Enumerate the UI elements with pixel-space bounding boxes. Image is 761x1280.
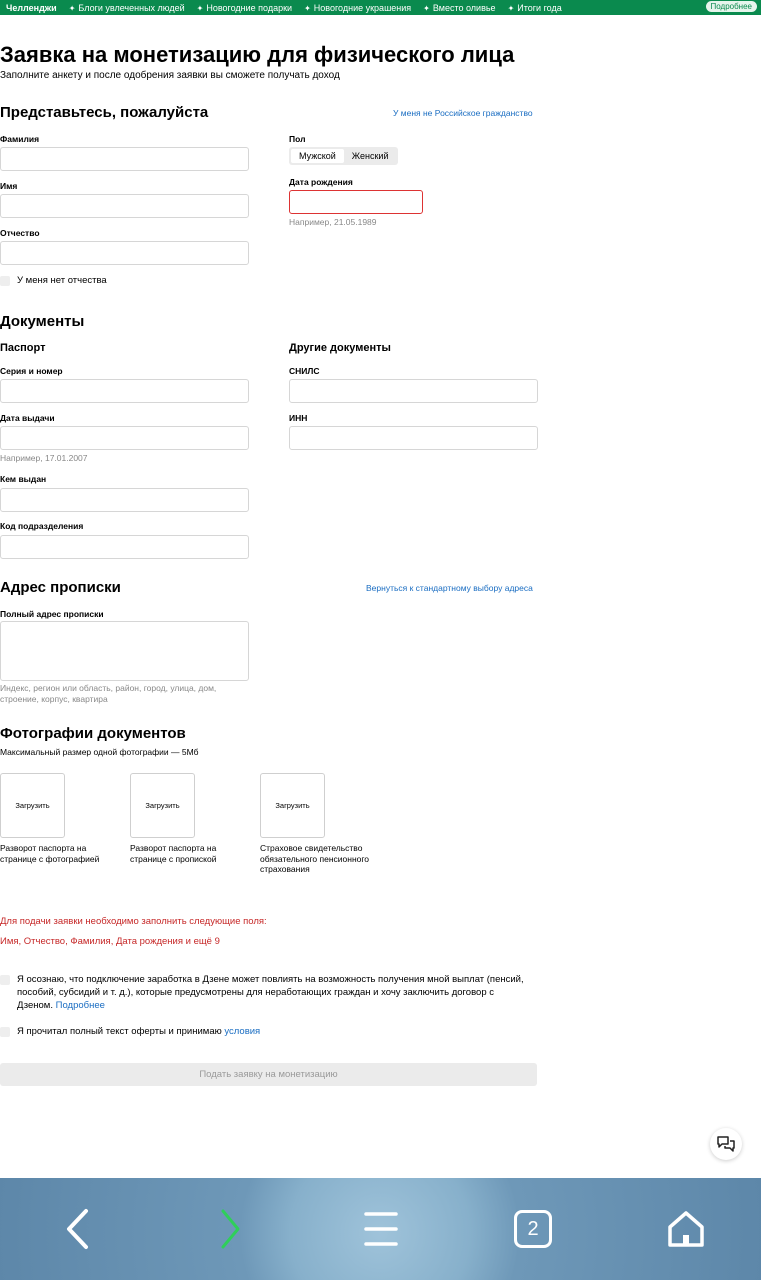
upload-caption: Страховое свидетельство обязательного пенсионного страхования (260, 843, 370, 874)
other-documents-heading: Другие документы (289, 342, 391, 354)
personal-heading: Представьтесь, пожалуйста (0, 104, 209, 121)
issue-date-hint: Например, 17.01.2007 (0, 453, 88, 463)
validation-title: Для подачи заявки необходимо заполнить следующие поля: (0, 916, 267, 927)
page-title: Заявка на монетизацию для физического лица (0, 42, 515, 67)
tabs-count-icon (514, 1210, 552, 1248)
challenge-tag[interactable]: ✦ Новогодние украшения (304, 3, 411, 13)
forward-arrow-icon (217, 1208, 243, 1250)
offer-terms-link[interactable]: условия (224, 1026, 261, 1037)
surname-input[interactable] (0, 147, 249, 171)
challenge-tag[interactable]: ✦ Новогодние подарки (197, 3, 292, 13)
back-arrow-icon (64, 1208, 90, 1250)
upload-passport-photo-button[interactable] (0, 773, 65, 838)
submit-application-button[interactable]: Подать заявку на монетизацию (0, 1063, 537, 1086)
photos-heading: Фотографии документов (0, 725, 186, 742)
snils-label: СНИЛС (289, 366, 320, 376)
upload-passport-registration-button[interactable] (130, 773, 195, 838)
passport-heading: Паспорт (0, 342, 46, 354)
gender-female-option[interactable]: Женский (351, 151, 389, 161)
inn-label: ИНН (289, 413, 308, 423)
pension-agreement-text (17, 973, 530, 1012)
full-address-label: Полный адрес прописки (0, 609, 104, 619)
foreign-citizenship-link[interactable]: У меня не Российское гражданство (393, 108, 533, 118)
offer-agreement-row[interactable] (0, 1025, 260, 1038)
feedback-chat-button[interactable] (710, 1128, 742, 1160)
upload-snils-button[interactable] (260, 773, 325, 838)
issue-date-label: Дата выдачи (0, 413, 55, 423)
offer-agreement-text (17, 1025, 260, 1038)
dept-code-input[interactable] (0, 535, 249, 559)
no-patronymic-checkbox[interactable] (0, 276, 10, 286)
menu-icon (364, 1210, 398, 1248)
upload-label: Загрузить (15, 801, 50, 810)
upload-label: Загрузить (145, 801, 180, 810)
photo-max-size: Максимальный размер одной фотографии — 5Мб (0, 747, 199, 757)
menu-button[interactable] (356, 1206, 406, 1252)
pension-more-link[interactable]: Подробнее (55, 1000, 105, 1011)
pension-agreement-checkbox[interactable] (0, 975, 10, 985)
pension-agreement-row[interactable] (0, 973, 530, 1012)
challenge-tag[interactable]: ✦ Итоги года (508, 3, 562, 13)
documents-heading: Документы (0, 313, 85, 330)
pension-agreement-body: Я осознаю, что подключение заработка в Дзене может повлиять на возможность получения мной выплат (пенсий, пособий, субсидий и т. д.), которые предусмотрены для неработающих граждан и хочу заключить договор с Дзеном. (17, 974, 524, 1011)
upload-caption: Разворот паспорта на странице с фотографией (0, 843, 100, 864)
issued-by-input[interactable] (0, 488, 249, 512)
upload-label: Загрузить (275, 801, 310, 810)
name-input[interactable] (0, 194, 249, 218)
passport-series-label: Серия и номер (0, 366, 63, 376)
patronymic-label: Отчество (0, 228, 40, 238)
issue-date-input[interactable] (0, 426, 249, 450)
standard-address-link[interactable]: Вернуться к стандартному выбору адреса (366, 583, 533, 593)
gender-selector (289, 147, 398, 165)
address-hint: Индекс, регион или область, район, город, улица, дом, строение, корпус, квартира (0, 683, 217, 704)
offer-agreement-checkbox[interactable] (0, 1027, 10, 1037)
challenge-bar (0, 0, 761, 15)
chat-bubbles-icon (716, 1135, 736, 1153)
browser-nav-bar (0, 1178, 761, 1280)
issued-by-label: Кем выдан (0, 474, 47, 484)
surname-label: Фамилия (0, 134, 40, 144)
offer-agreement-body: Я прочитал полный текст оферты и принимаю (17, 1026, 222, 1037)
tabs-count: 2 (527, 1217, 539, 1240)
validation-fields: Имя, Отчество, Фамилия, Дата рождения и ещё 9 (0, 936, 220, 947)
gender-male-option[interactable]: Мужской (291, 149, 344, 163)
address-heading: Адрес прописки (0, 579, 121, 596)
birth-date-hint: Например, 21.05.1989 (289, 217, 377, 227)
challenge-brand[interactable]: Челленджи (6, 2, 57, 13)
inn-input[interactable] (289, 426, 538, 450)
gender-label: Пол (289, 134, 306, 144)
snils-input[interactable] (289, 379, 538, 403)
tabs-button[interactable] (508, 1206, 558, 1252)
birth-date-input[interactable] (289, 190, 423, 214)
forward-button[interactable] (205, 1206, 255, 1252)
no-patronymic-checkbox-row[interactable] (0, 274, 107, 287)
patronymic-input[interactable] (0, 241, 249, 265)
passport-series-input[interactable] (0, 379, 249, 403)
no-patronymic-label: У меня нет отчества (17, 275, 107, 286)
name-label: Имя (0, 181, 18, 191)
full-address-input[interactable] (0, 621, 249, 681)
home-icon (666, 1209, 706, 1249)
page-subtitle: Заполните анкету и после одобрения заявки вы сможете получать доход (0, 70, 340, 81)
back-button[interactable] (52, 1206, 102, 1252)
dept-code-label: Код подразделения (0, 521, 84, 531)
birth-date-label: Дата рождения (289, 177, 353, 187)
challenge-tag[interactable]: ✦ Блоги увлеченных людей (69, 3, 185, 13)
challenge-more-button[interactable]: Подробнее (706, 1, 758, 12)
home-button[interactable] (661, 1206, 711, 1252)
upload-caption: Разворот паспорта на странице с пропиской (130, 843, 217, 864)
challenge-tag[interactable]: ✦ Вместо оливье (423, 3, 495, 13)
